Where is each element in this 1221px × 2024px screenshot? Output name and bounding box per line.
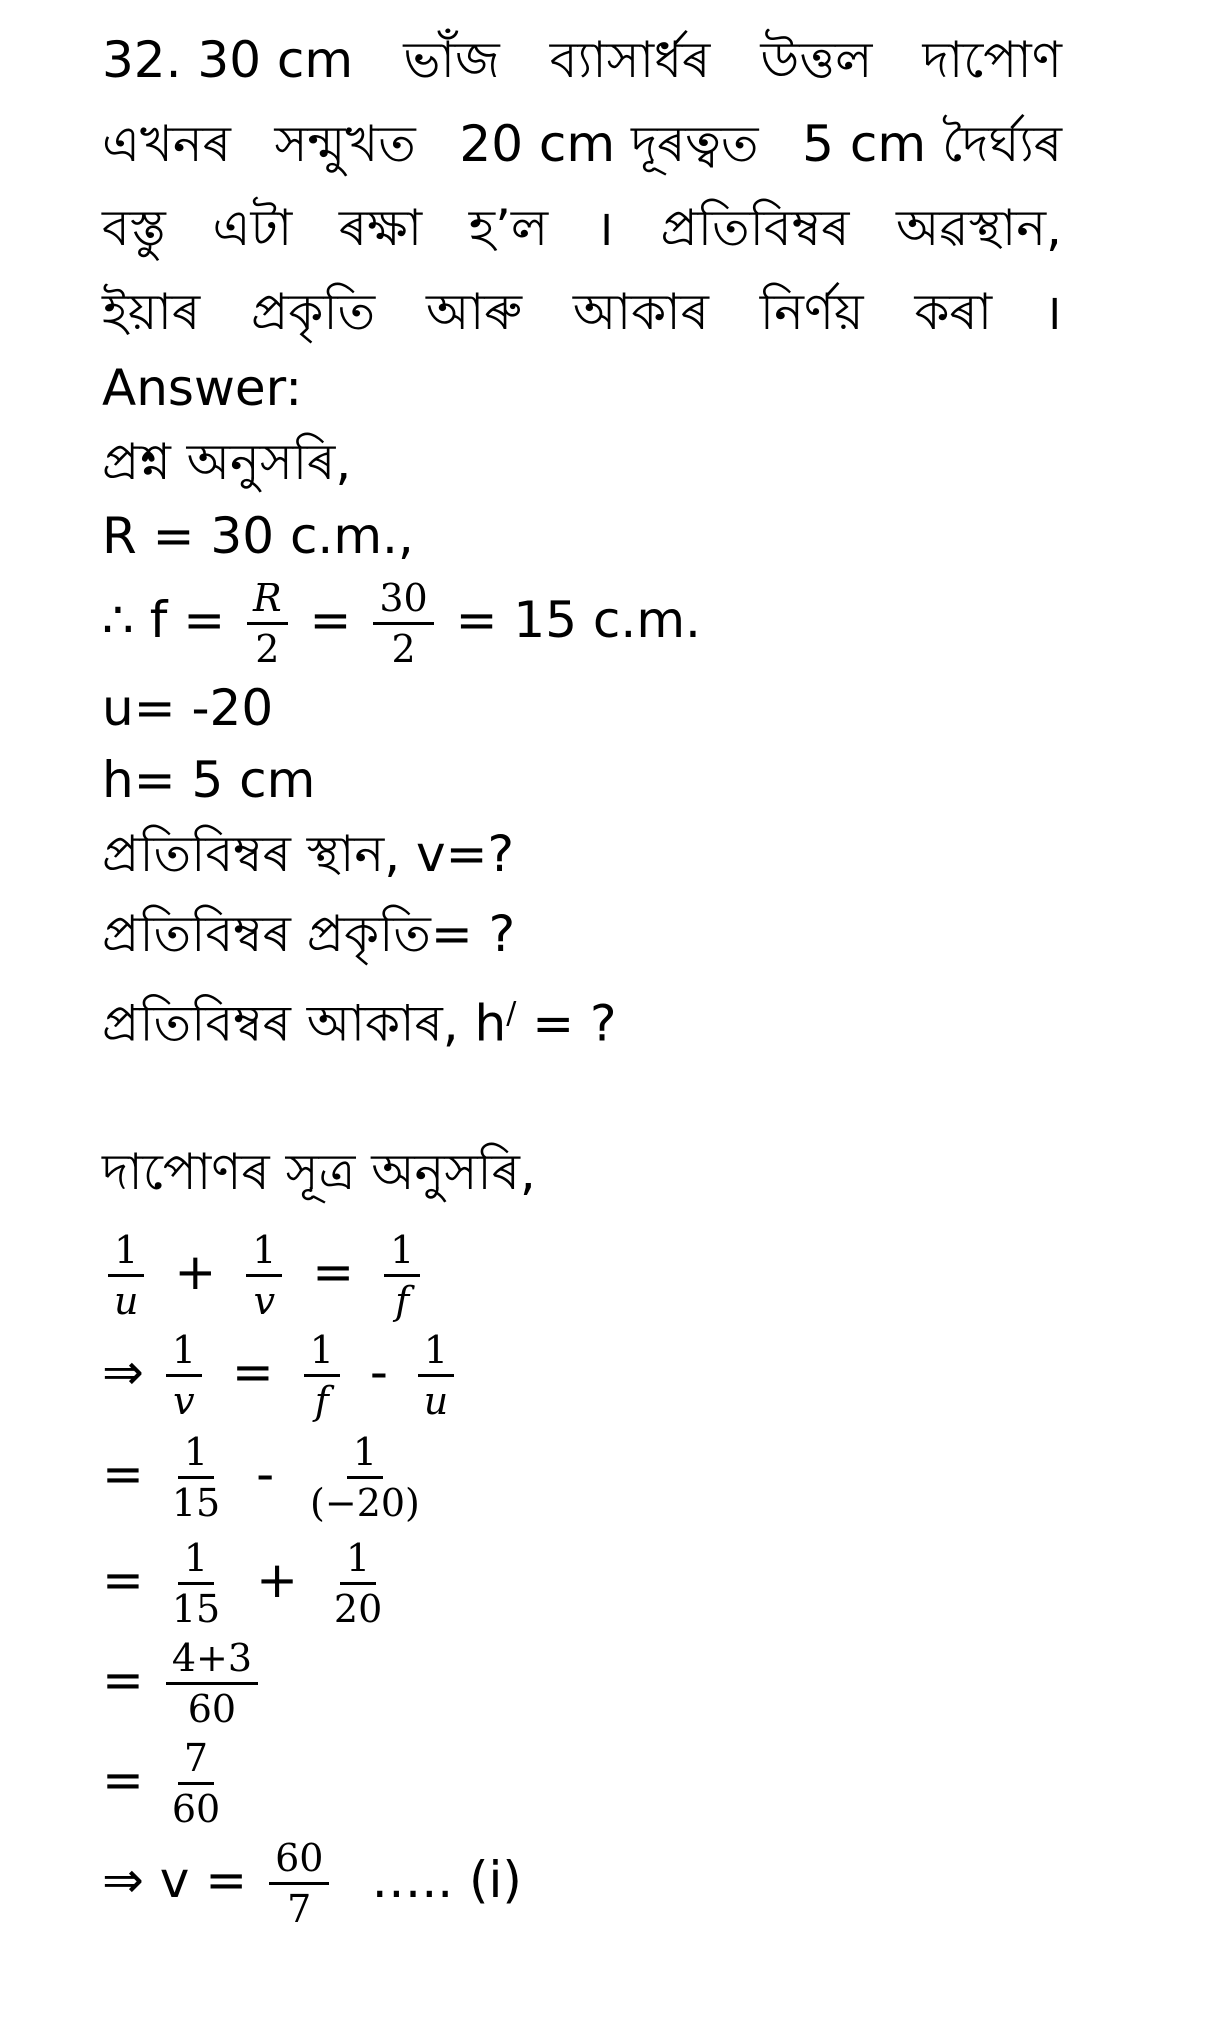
prime-mark: /: [506, 996, 517, 1031]
given-h: h= 5 cm: [102, 751, 316, 809]
question-word: ৰক্ষা: [338, 199, 423, 257]
plus-sign: +: [256, 1551, 298, 1609]
question-word: প্ৰতিবিম্বৰ: [660, 199, 850, 257]
denominator: 15: [171, 1481, 221, 1525]
focal-length-line: [102, 570, 701, 671]
denominator: 2: [391, 627, 416, 671]
question-word: অৱস্থান,: [896, 199, 1062, 257]
denominator: v: [173, 1379, 195, 1423]
numerator: 1: [384, 1228, 420, 1277]
denominator: f: [314, 1379, 329, 1423]
equation-label: ….. (i): [371, 1851, 522, 1909]
minus-sign: -: [256, 1445, 275, 1503]
denominator: 2: [255, 627, 280, 671]
numerator: 1: [246, 1228, 282, 1277]
fraction-7-sum-over-60: [166, 1636, 258, 1731]
fraction-1-over-v: [246, 1228, 282, 1323]
question-word: বস্তু: [102, 199, 166, 257]
mirror-formula: [102, 1222, 426, 1323]
find-image-position: প্ৰতিবিম্বৰ স্থান, v=?: [102, 825, 515, 883]
fraction-1-over-u: [418, 1328, 454, 1423]
step-4: [102, 1530, 394, 1631]
question-word: ।: [594, 199, 614, 257]
denominator: 60: [187, 1687, 237, 1731]
implies-v-equals: ⇒ v =: [102, 1851, 248, 1909]
equals-sign: =: [102, 1751, 144, 1809]
mirror-formula-intro: দাপোণৰ সূত্ৰ অনুসৰি,: [102, 1143, 536, 1201]
question-word: ইয়াৰ: [102, 283, 201, 341]
fraction-1-over-v: [166, 1328, 202, 1423]
question-word: ভাঁজ: [403, 31, 500, 89]
fraction-30-over-2: [373, 576, 433, 671]
focal-result: = 15 c.m.: [455, 591, 701, 649]
equals-sign: =: [102, 1651, 144, 1709]
find-image-size: [102, 984, 617, 1054]
numerator: 1: [178, 1536, 214, 1585]
question-line-3: [102, 198, 1062, 258]
numerator: 1: [178, 1430, 214, 1479]
numerator: 1: [304, 1328, 340, 1377]
step-6: [102, 1730, 232, 1831]
question-word: উত্তল: [760, 31, 873, 89]
numerator: 1: [347, 1430, 383, 1479]
fraction-60-over-7: [269, 1836, 329, 1931]
find-size-suffix: = ?: [516, 994, 617, 1053]
denominator: 7: [287, 1887, 312, 1931]
equals-sign: =: [102, 1551, 144, 1609]
fraction-1-over-u: [108, 1228, 144, 1323]
numerator: R: [247, 576, 288, 625]
equals-sign: =: [309, 591, 352, 649]
denominator: v: [253, 1279, 276, 1323]
question-word: দাপোণ: [922, 31, 1062, 89]
numerator: 60: [269, 1836, 329, 1885]
numerator: 7: [178, 1736, 214, 1785]
find-size-prefix: প্ৰতিবিম্বৰ আকাৰ, h: [102, 994, 507, 1053]
question-word: কৰা: [914, 283, 993, 341]
question-line-4: [102, 282, 1062, 342]
step-2: [102, 1322, 460, 1423]
question-word: আৰু: [426, 283, 523, 341]
fraction-1-over-20: [328, 1536, 388, 1631]
denominator: 20: [333, 1587, 383, 1631]
fraction-1-over-f: [384, 1228, 420, 1323]
denominator: (−20): [310, 1481, 420, 1525]
question-word: আকাৰ: [572, 283, 709, 341]
plus-sign: +: [174, 1243, 217, 1301]
fraction-1-over-15: [166, 1536, 226, 1631]
fraction-1-over-minus-20: [304, 1430, 426, 1525]
step-3: [102, 1424, 432, 1525]
question-word: 5 cm দৈৰ্ঘ্যৰ: [802, 115, 1062, 173]
step-5: [102, 1630, 264, 1731]
denominator: u: [423, 1379, 449, 1423]
question-word: হ’ল: [468, 199, 549, 257]
denominator: 60: [171, 1787, 221, 1831]
find-image-nature: প্ৰতিবিম্বৰ প্ৰকৃতি= ?: [102, 905, 516, 963]
given-radius: R = 30 c.m.,: [102, 507, 414, 565]
implies-sign: ⇒: [102, 1343, 144, 1401]
denominator: 15: [171, 1587, 221, 1631]
step-7-result: [102, 1830, 522, 1931]
fraction-1-over-15: [166, 1430, 226, 1525]
question-word: সন্মুখত: [274, 115, 416, 173]
equals-sign: =: [102, 1445, 144, 1503]
question-word: প্ৰকৃতি: [251, 283, 376, 341]
given-intro: প্ৰশ্ন অনুসৰি,: [102, 433, 352, 491]
fraction-1-over-f: [304, 1328, 340, 1423]
numerator: 1: [418, 1328, 454, 1377]
numerator: 4+3: [166, 1636, 258, 1685]
question-word: 32. 30 cm: [102, 31, 354, 89]
numerator: 1: [340, 1536, 376, 1585]
question-word: এটা: [212, 199, 293, 257]
numerator: 1: [166, 1328, 202, 1377]
focal-prefix: ∴ f =: [102, 591, 226, 649]
denominator: u: [114, 1279, 139, 1323]
question-word: ব্যাসাৰ্ধৰ: [549, 31, 711, 89]
numerator: 30: [373, 576, 433, 625]
question-word: নিৰ্ণয়: [759, 283, 864, 341]
numerator: 1: [108, 1228, 144, 1277]
fraction-r-over-2: [247, 576, 288, 671]
question-line-1: [102, 30, 1062, 90]
answer-label: Answer:: [102, 359, 303, 417]
question-word: 20 cm দূৰত্বত: [459, 115, 759, 173]
question-word: ।: [1043, 283, 1062, 341]
given-u: u= -20: [102, 679, 274, 737]
equals-sign: =: [231, 1343, 274, 1401]
equals-sign: =: [312, 1243, 355, 1301]
question-word: এখনৰ: [102, 115, 231, 173]
minus-sign: -: [369, 1343, 388, 1401]
denominator: f: [395, 1279, 410, 1323]
question-line-2: [102, 114, 1062, 174]
fraction-7-over-60: [166, 1736, 226, 1831]
